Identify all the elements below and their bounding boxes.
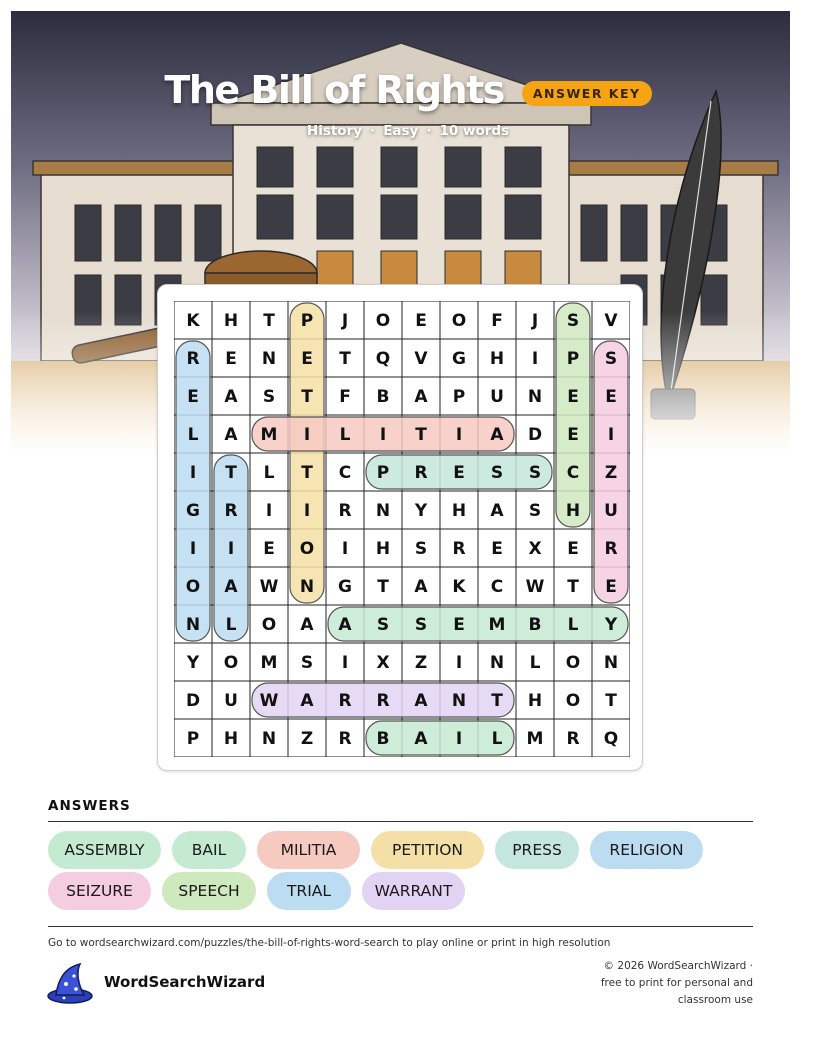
grid-cell: W: [259, 691, 279, 711]
grid-cell: O: [375, 311, 391, 331]
grid-cell: H: [489, 349, 505, 369]
grid-cell: T: [567, 577, 579, 597]
grid-cell: A: [414, 387, 428, 407]
grid-cell: P: [186, 729, 200, 749]
grid-cell: K: [186, 311, 200, 331]
divider: [48, 926, 753, 927]
grid-cell: A: [224, 425, 238, 445]
grid-cell: H: [527, 691, 543, 711]
grid-cell: N: [527, 387, 543, 407]
grid-cell: R: [452, 539, 466, 559]
grid-cell: A: [300, 615, 314, 635]
copyright-line: classroom use: [677, 994, 753, 1006]
title-row: [0, 68, 816, 112]
grid-cell: T: [415, 425, 427, 445]
grid-cell: Z: [300, 729, 314, 749]
grid-cell: Q: [375, 349, 391, 369]
grid-cell: O: [185, 577, 201, 597]
grid-cell: G: [338, 577, 352, 597]
answer-chip-petition: PETITION: [371, 831, 484, 869]
answer-chip-seizure: SEIZURE: [48, 872, 151, 910]
grid-cell: T: [263, 311, 275, 331]
grid-cell: T: [491, 691, 503, 711]
grid-cell: Y: [604, 615, 618, 635]
grid-cell: A: [224, 577, 238, 597]
grid-cell: E: [491, 539, 503, 559]
grid-cell: E: [301, 349, 313, 369]
grid-cell: W: [259, 577, 279, 597]
grid-cell: U: [490, 387, 504, 407]
grid-cell: W: [525, 577, 545, 597]
grid-cell: N: [489, 653, 505, 673]
grid-cell: T: [377, 577, 389, 597]
grid-cell: E: [567, 425, 579, 445]
brand-name: WordSearchWizard: [104, 973, 266, 991]
grid-cell: Q: [603, 729, 619, 749]
highlight-speech: [556, 303, 590, 527]
answer-chip-militia: MILITIA: [257, 831, 360, 869]
grid-cell: M: [526, 729, 544, 749]
answer-chip-assembly: ASSEMBLY: [48, 831, 161, 869]
grid-cell: R: [338, 501, 352, 521]
grid-cell: P: [566, 349, 580, 369]
answer-chip-bail: BAIL: [172, 831, 246, 869]
grid-cell: Y: [414, 501, 428, 521]
grid-cell: M: [260, 653, 278, 673]
grid-cell: H: [565, 501, 581, 521]
grid-cell: N: [185, 615, 201, 635]
grid-cell: A: [300, 691, 314, 711]
grid-cell: S: [414, 539, 428, 559]
grid-cell: H: [223, 311, 239, 331]
grid-cell: R: [186, 349, 200, 369]
grid-cell: U: [224, 691, 238, 711]
grid-cell: S: [490, 463, 504, 483]
grid-cell: D: [527, 425, 543, 445]
grid-cell: R: [376, 691, 390, 711]
grid-cell: B: [528, 615, 542, 635]
grid-cell: H: [223, 729, 239, 749]
answer-chip-trial: TRIAL: [267, 872, 351, 910]
grid-cell: I: [455, 653, 463, 673]
grid-cell: C: [566, 463, 580, 483]
grid-cell: O: [451, 311, 467, 331]
grid-cell: E: [187, 387, 199, 407]
answer-chip-religion: RELIGION: [590, 831, 703, 869]
grid-cell: L: [567, 615, 579, 635]
footer-link-text[interactable]: Go to wordsearchwizard.com/puzzles/the-bill-of-rights-word-search to play online or print in high resolution: [48, 937, 611, 949]
grid-cell: A: [414, 729, 428, 749]
grid-cell: L: [263, 463, 275, 483]
grid-cell: V: [604, 311, 618, 331]
grid-cell: T: [301, 387, 313, 407]
grid-cell: A: [414, 691, 428, 711]
grid-cell: N: [375, 501, 391, 521]
meta-separator: ·: [370, 123, 376, 139]
grid-cell: L: [187, 425, 199, 445]
grid-cell: R: [224, 501, 238, 521]
meta-word-count: 10 words: [439, 123, 510, 139]
grid-cell: I: [607, 425, 615, 445]
grid-cell: A: [490, 425, 504, 445]
grid-cell: O: [223, 653, 239, 673]
grid-cell: P: [376, 463, 390, 483]
grid-cell: A: [490, 501, 504, 521]
grid-cell: S: [528, 463, 542, 483]
grid-cell: P: [300, 311, 314, 331]
grid-cell: F: [339, 387, 351, 407]
grid-cell: S: [376, 615, 390, 635]
grid-cell: M: [260, 425, 278, 445]
grid-cell: E: [605, 387, 617, 407]
grid-cell: N: [451, 691, 467, 711]
grid-cell: Z: [414, 653, 428, 673]
grid-cell: A: [338, 615, 352, 635]
grid-cell: A: [414, 577, 428, 597]
copyright-line: free to print for personal and: [600, 977, 753, 989]
divider: [48, 821, 753, 822]
grid-cell: I: [303, 425, 311, 445]
grid-cell: P: [452, 387, 466, 407]
grid-cell: R: [604, 539, 618, 559]
answer-key-badge: ANSWER KEY: [522, 81, 652, 106]
grid-cell: I: [303, 501, 311, 521]
grid-cell: I: [189, 539, 197, 559]
grid-cell: R: [338, 729, 352, 749]
word-search-card: [157, 284, 643, 771]
grid-cell: J: [531, 311, 539, 331]
wizard-hat-icon: [46, 962, 94, 1011]
grid-cell: L: [491, 729, 503, 749]
grid-cell: Y: [186, 653, 200, 673]
grid-cell: V: [414, 349, 428, 369]
grid-cell: X: [376, 653, 390, 673]
grid-cell: L: [225, 615, 237, 635]
grid-cell: L: [529, 653, 541, 673]
grid-cell: E: [263, 539, 275, 559]
grid-cell: G: [452, 349, 466, 369]
meta-separator: ·: [426, 123, 432, 139]
answer-chip-warrant: WARRANT: [362, 872, 465, 910]
grid-cell: R: [566, 729, 580, 749]
meta-difficulty: Easy: [383, 123, 419, 139]
grid-cell: E: [567, 539, 579, 559]
grid-cell: R: [414, 463, 428, 483]
grid-cell: E: [225, 349, 237, 369]
grid-cell: I: [265, 501, 273, 521]
grid-cell: O: [565, 691, 581, 711]
grid-cell: E: [567, 387, 579, 407]
grid-cell: Z: [604, 463, 618, 483]
grid-cell: L: [339, 425, 351, 445]
grid-cell: N: [261, 349, 277, 369]
grid-cell: I: [455, 729, 463, 749]
grid-cell: S: [262, 387, 276, 407]
grid-cell: I: [189, 463, 197, 483]
grid-cell: K: [452, 577, 466, 597]
highlight-assembly: [328, 607, 628, 641]
answer-chip-press: PRESS: [495, 831, 579, 869]
word-search-grid: [174, 301, 630, 757]
grid-cell: A: [224, 387, 238, 407]
meta-category: History: [306, 123, 363, 139]
copyright-notice: [553, 958, 753, 1009]
grid-cell: X: [528, 539, 542, 559]
grid-cell: G: [186, 501, 200, 521]
grid-cell: S: [528, 501, 542, 521]
grid-cell: N: [603, 653, 619, 673]
grid-cell: J: [341, 311, 349, 331]
grid-cell: U: [604, 501, 618, 521]
puzzle-meta: [0, 123, 816, 139]
grid-cell: T: [339, 349, 351, 369]
grid-cell: F: [491, 311, 503, 331]
grid-cell: T: [301, 463, 313, 483]
grid-cell: C: [338, 463, 352, 483]
grid-cell: S: [300, 653, 314, 673]
grid-cell: S: [414, 615, 428, 635]
grid-cell: R: [338, 691, 352, 711]
copyright-line: © 2026 WordSearchWizard ·: [603, 960, 753, 972]
answer-chip-speech: SPEECH: [162, 872, 256, 910]
grid-cell: M: [488, 615, 506, 635]
grid-cell: N: [299, 577, 315, 597]
grid-cell: C: [490, 577, 504, 597]
grid-cell: O: [565, 653, 581, 673]
grid-cell: H: [451, 501, 467, 521]
grid-cell: S: [604, 349, 618, 369]
grid-cell: N: [261, 729, 277, 749]
grid-cell: T: [605, 691, 617, 711]
grid-cell: B: [376, 387, 390, 407]
grid-cell: I: [341, 653, 349, 673]
grid-cell: E: [453, 615, 465, 635]
grid-cell: D: [185, 691, 201, 711]
grid-cell: B: [376, 729, 390, 749]
grid-cell: E: [453, 463, 465, 483]
grid-cell: E: [415, 311, 427, 331]
page-title: The Bill of Rights: [164, 68, 504, 112]
grid-cell: I: [455, 425, 463, 445]
grid-cell: I: [341, 539, 349, 559]
grid-cell: T: [225, 463, 237, 483]
grid-cell: S: [566, 311, 580, 331]
grid-cell: H: [375, 539, 391, 559]
grid-cell: O: [261, 615, 277, 635]
grid-cell: I: [531, 349, 539, 369]
grid-cell: I: [379, 425, 387, 445]
grid-cell: O: [299, 539, 315, 559]
grid-cell: E: [605, 577, 617, 597]
grid-cell: I: [227, 539, 235, 559]
answers-heading: ANSWERS: [48, 798, 131, 814]
